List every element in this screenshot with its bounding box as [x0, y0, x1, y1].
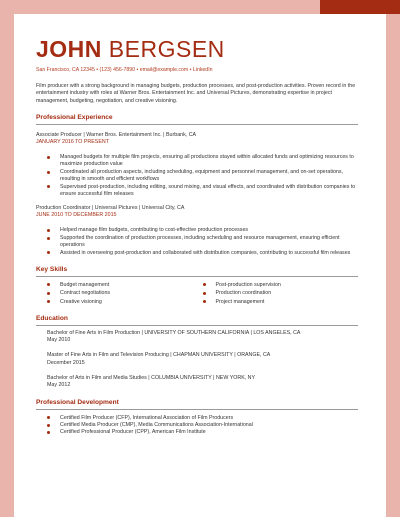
list-item	[47, 169, 358, 184]
development-text: Certified Professional Producer (CPP), American Film Institute	[60, 429, 206, 436]
first-name: JOHN	[36, 36, 102, 62]
bullet-icon	[47, 185, 50, 188]
education-degree: Bachelor of Arts in Film and Media Studies | COLUMBIA UNIVERSITY | NEW YORK, NY	[47, 375, 256, 382]
skill-text: Production coordination	[215, 290, 272, 297]
skills-column-left	[47, 281, 203, 306]
skills-column-right	[203, 281, 359, 306]
education-entry	[36, 352, 358, 367]
bullet-icon	[47, 416, 50, 419]
skill-item	[203, 289, 359, 297]
bullet-icon	[47, 292, 50, 295]
job-bullets	[36, 154, 358, 198]
section-divider	[36, 124, 358, 125]
skill-text: Contract negotiations	[60, 290, 111, 297]
list-item	[47, 422, 358, 429]
resume-page	[14, 14, 386, 517]
education-date: December 2015	[47, 359, 85, 366]
job-bullets	[36, 227, 358, 257]
skill-text: Post-production supervision	[215, 281, 281, 288]
bullet-icon	[47, 431, 50, 434]
last-name: BERGSEN	[108, 36, 225, 62]
development-text: Certified Media Producer (CMP), Media Communications Association-International	[60, 422, 253, 429]
summary-paragraph: Film producer with a strong background in managing budgets, production processes, and post-production activities. Proven record in the entertainment industry with roles at Warner Bros. Entertainment Inc. and Universal Pictures, demonstrating expertise in project management, budgeting, negotiation, and creative visioning.	[36, 83, 356, 104]
skill-item	[47, 298, 203, 306]
skill-text: Project management	[215, 298, 265, 305]
bullet-text: Supported the coordination of production processes, including scheduling and resource management, ensuring efficient operations	[60, 234, 340, 249]
bullet-icon	[203, 283, 206, 286]
list-item	[47, 429, 358, 436]
bullet-text: Coordinated all production aspects, including scheduling, equipment and personnel management, and on-set operations, resulting in smooth and efficient workflows	[60, 168, 343, 183]
job-entry	[36, 205, 358, 257]
job-entry	[36, 132, 358, 198]
list-item	[47, 184, 358, 199]
skill-item	[47, 289, 203, 297]
education-entry	[36, 330, 358, 345]
job-dates: JANUARY 2016 TO PRESENT	[36, 138, 109, 145]
development-text: Certified Film Producer (CFP), International Association of Film Producers	[60, 414, 234, 421]
bullet-icon	[203, 292, 206, 295]
bullet-icon	[47, 171, 50, 174]
contact-line: San Francisco, CA 12345 • (123) 456-7890 • email@example.com • LinkedIn	[36, 67, 213, 73]
development-list	[36, 415, 358, 437]
bullet-icon	[47, 229, 50, 232]
section-divider	[36, 409, 358, 410]
skills-list	[36, 281, 358, 306]
skill-text: Budget management	[60, 281, 110, 288]
list-item	[47, 154, 358, 169]
education-degree: Master of Fine Arts in Film and Television Producing | CHAPMAN UNIVERSITY | ORANGE, CA	[47, 352, 271, 359]
bullet-icon	[47, 300, 50, 303]
section-title-education: Education	[36, 314, 68, 322]
skill-item	[47, 281, 203, 289]
section-divider	[36, 276, 358, 277]
section-title-development: Professional Development	[36, 398, 119, 406]
section-title-experience: Professional Experience	[36, 113, 113, 121]
job-title: Production Coordinator | Universal Pictures | Universal City, CA	[36, 205, 185, 212]
bullet-text: Assisted in overseeing post-production and collaborated with distribution companies, contributing to successful film releases	[60, 249, 351, 256]
education-date: May 2010	[47, 337, 71, 344]
list-item	[47, 250, 358, 257]
list-item	[47, 415, 358, 422]
corner-accent	[320, 0, 400, 14]
section-title-skills: Key Skills	[36, 265, 68, 273]
candidate-name	[36, 36, 358, 62]
bullet-icon	[47, 283, 50, 286]
list-item	[47, 235, 358, 250]
job-title: Associate Producer | Warner Bros. Entertainment Inc. | Burbank, CA	[36, 131, 197, 138]
bullet-icon	[47, 251, 50, 254]
education-degree: Bachelor of Fine Arts in Film Production | UNIVERSITY OF SOUTHERN CALIFORNIA | LOS ANGELES, CA	[47, 329, 301, 336]
bullet-text: Managed budgets for multiple film projects, ensuring all productions stayed within allocated funds and optimizing resources to maximize production value	[60, 153, 354, 168]
skill-item	[203, 298, 359, 306]
skill-text: Creative visioning	[60, 298, 102, 305]
education-date: May 2012	[47, 382, 71, 389]
education-entry	[36, 375, 358, 390]
bullet-icon	[47, 156, 50, 159]
list-item	[47, 227, 358, 234]
section-divider	[36, 325, 358, 326]
bullet-icon	[203, 300, 206, 303]
bullet-text: Supervised post-production, including editing, sound mixing, and visual effects, and coordinated with distribution companies to ensure successful film releases	[60, 183, 356, 197]
bullet-icon	[47, 424, 50, 427]
bullet-text: Helped manage film budgets, contributing to cost-effective production processes	[60, 227, 249, 234]
skill-item	[203, 281, 359, 289]
resume-content	[36, 36, 358, 437]
job-dates: JUNE 2010 TO DECEMBER 2015	[36, 212, 117, 219]
bullet-icon	[47, 237, 50, 240]
